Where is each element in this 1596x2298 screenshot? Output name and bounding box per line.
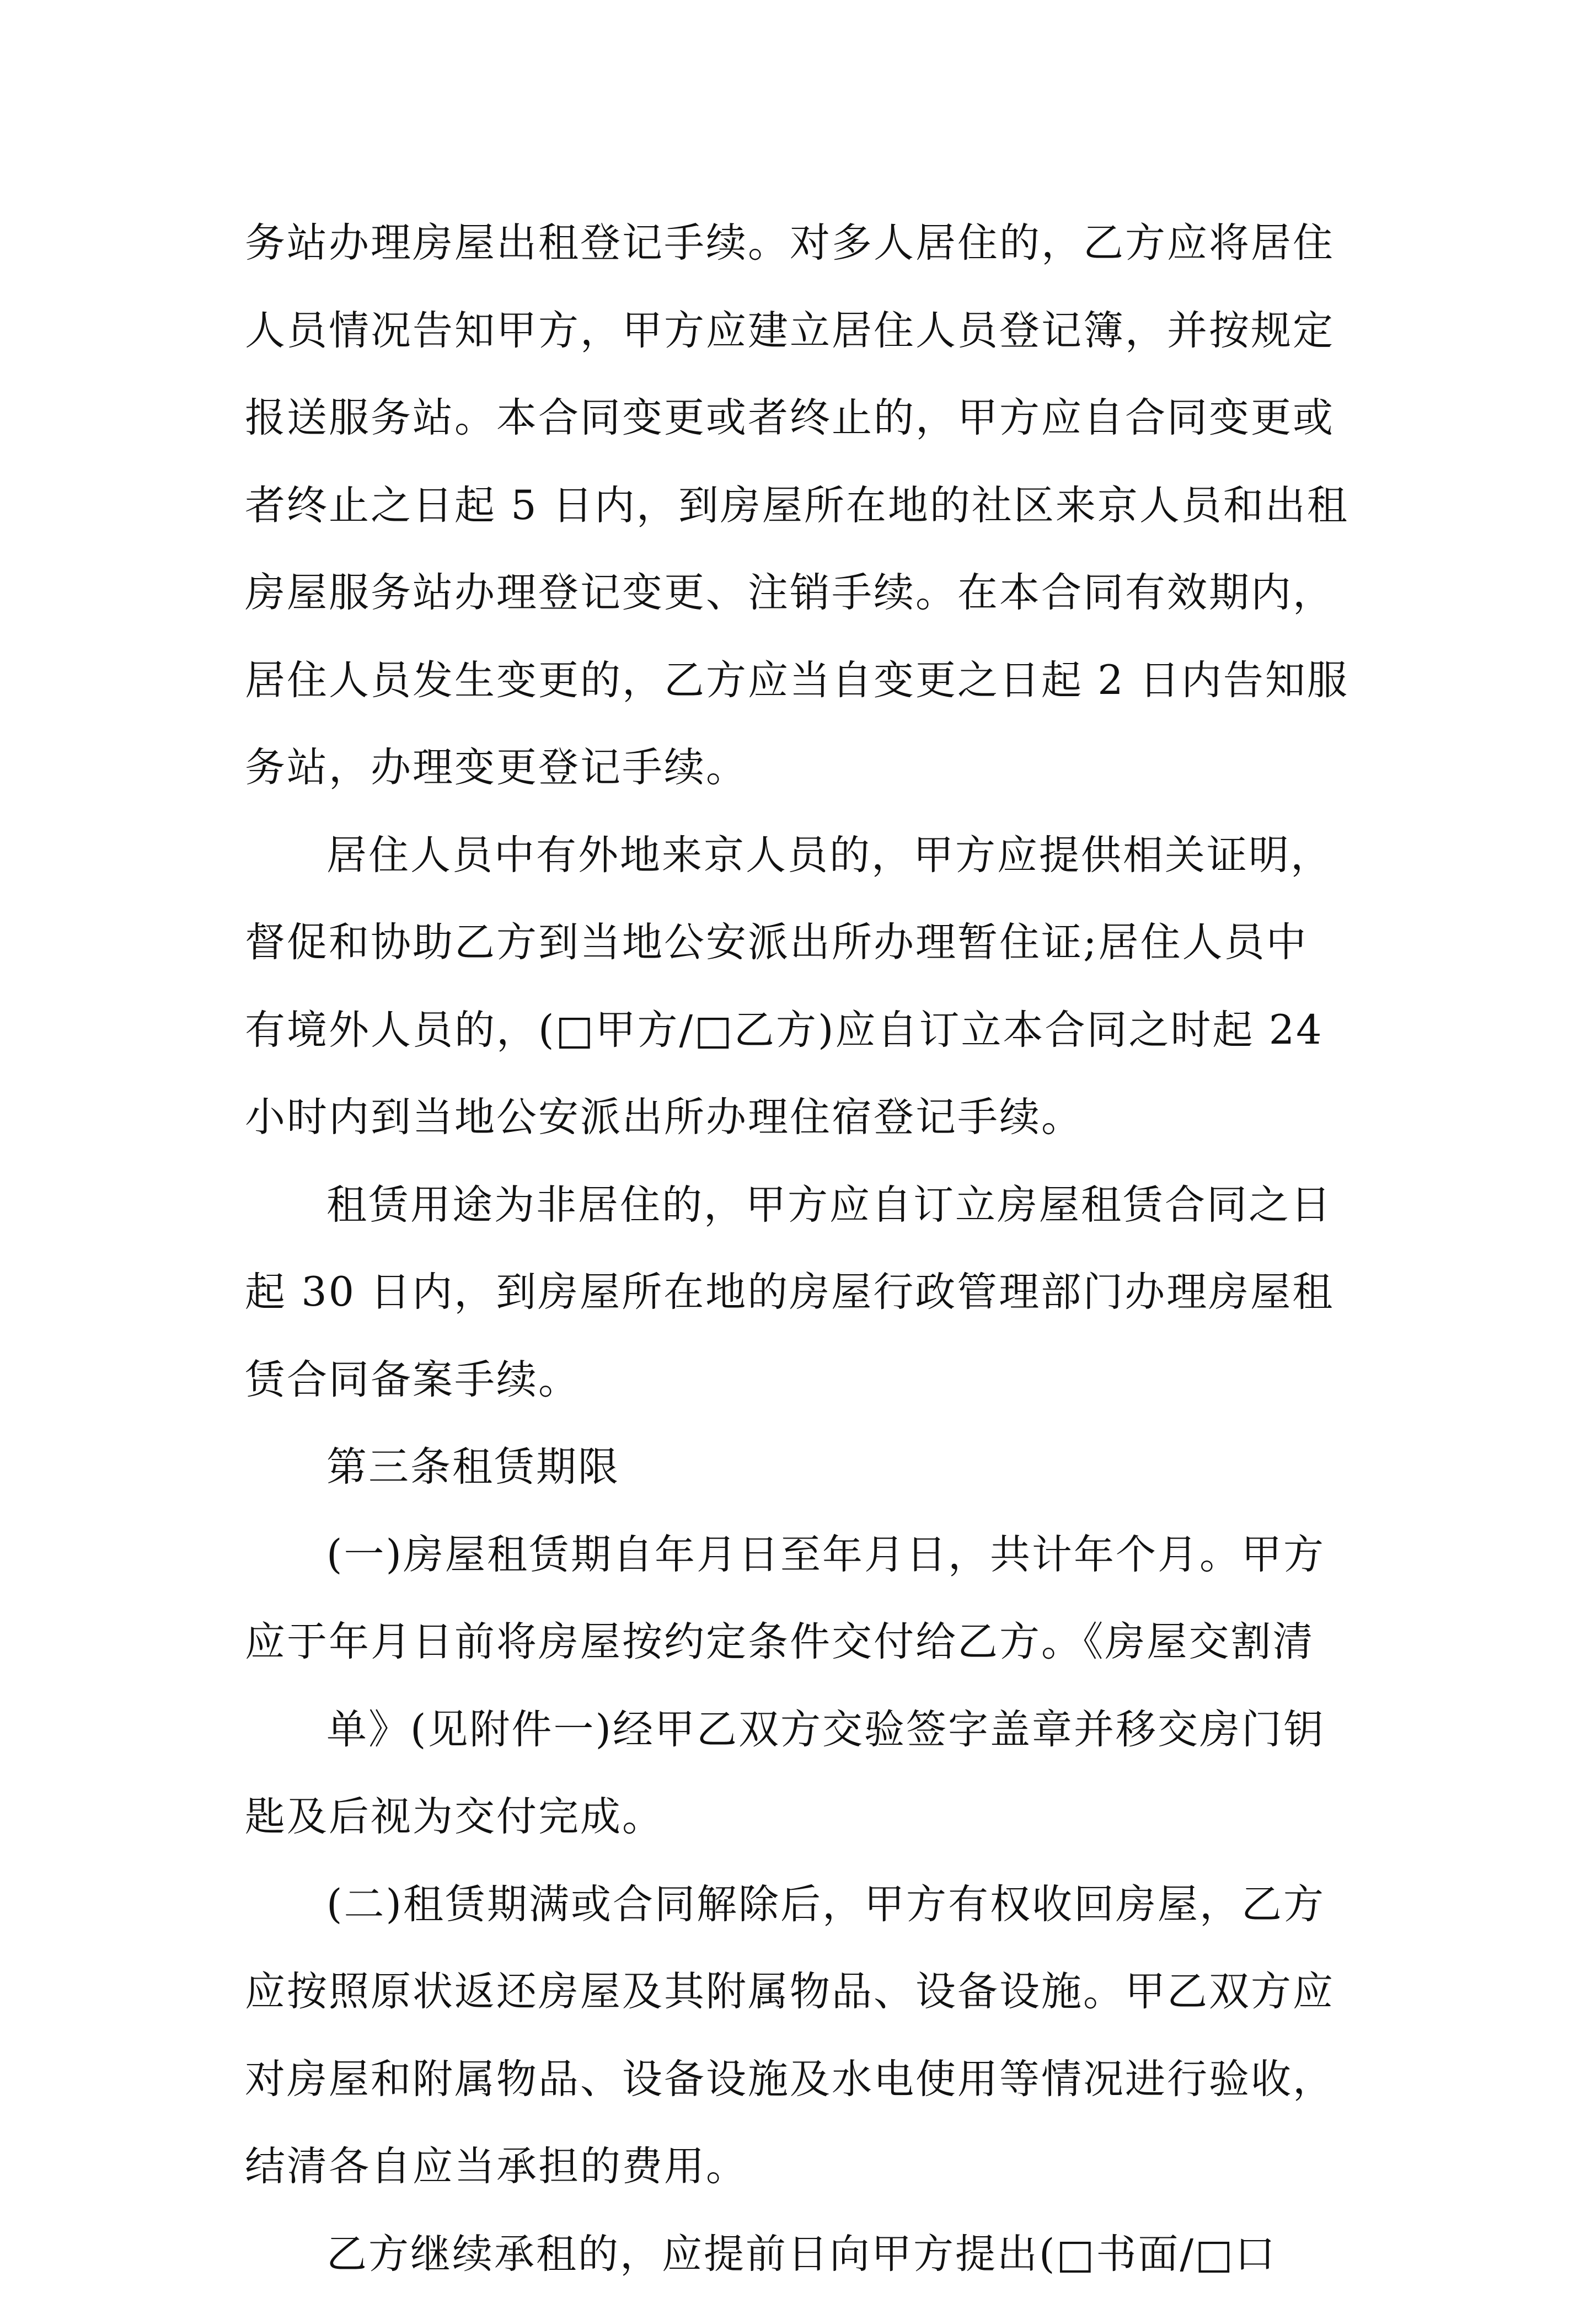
text-line: 赁合同备案手续。: [245, 1337, 1359, 1424]
text-line: 小时内到当地公安派出所办理住宿登记手续。: [245, 1074, 1359, 1162]
text-line: 者终止之日起 5 日内，到房屋所在地的社区来京人员和出租: [245, 462, 1359, 550]
document-body: [245, 200, 1359, 2298]
text-line: (一)房屋租赁期自年月日至年月日，共计年个月。甲方: [245, 1511, 1359, 1599]
text-line: 匙及后视为交付完成。: [245, 1773, 1359, 1861]
text-line: (二)租赁期满或合同解除后，甲方有权收回房屋，乙方: [245, 1861, 1359, 1949]
text-line: 结清各自应当承担的费用。: [245, 2123, 1359, 2211]
section-heading: 第三条租赁期限: [245, 1424, 1359, 1511]
text-line: 督促和协助乙方到当地公安派出所办理暂住证;居住人员中: [245, 899, 1359, 987]
text-line: 单》(见附件一)经甲乙双方交验签字盖章并移交房门钥: [245, 1686, 1359, 1774]
text-line: 报送服务站。本合同变更或者终止的，甲方应自合同变更或: [245, 375, 1359, 462]
text-line: 租赁用途为非居住的，甲方应自订立房屋租赁合同之日: [245, 1162, 1359, 1249]
text-line: 居住人员发生变更的，乙方应当自变更之日起 2 日内告知服: [245, 637, 1359, 725]
text-line: 房屋服务站办理登记变更、注销手续。在本合同有效期内，: [245, 549, 1359, 637]
text-line: 有境外人员的，(□甲方/□乙方)应自订立本合同之时起 24: [245, 987, 1359, 1075]
text-line: 对房屋和附属物品、设备设施及水电使用等情况进行验收，: [245, 2036, 1359, 2124]
text-line: 人员情况告知甲方，甲方应建立居住人员登记簿，并按规定: [245, 287, 1359, 375]
text-line: 务站，办理变更登记手续。: [245, 724, 1359, 812]
text-line: 起 30 日内，到房屋所在地的房屋行政管理部门办理房屋租: [245, 1249, 1359, 1337]
text-line: 居住人员中有外地来京人员的，甲方应提供相关证明，: [245, 812, 1359, 900]
text-line: 乙方继续承租的，应提前日向甲方提出(□书面/□口: [245, 2211, 1359, 2298]
text-line: 应于年月日前将房屋按约定条件交付给乙方。《房屋交割清: [245, 1599, 1359, 1686]
text-line: 应按照原状返还房屋及其附属物品、设备设施。甲乙双方应: [245, 1948, 1359, 2036]
text-line: 务站办理房屋出租登记手续。对多人居住的，乙方应将居住: [245, 200, 1359, 287]
